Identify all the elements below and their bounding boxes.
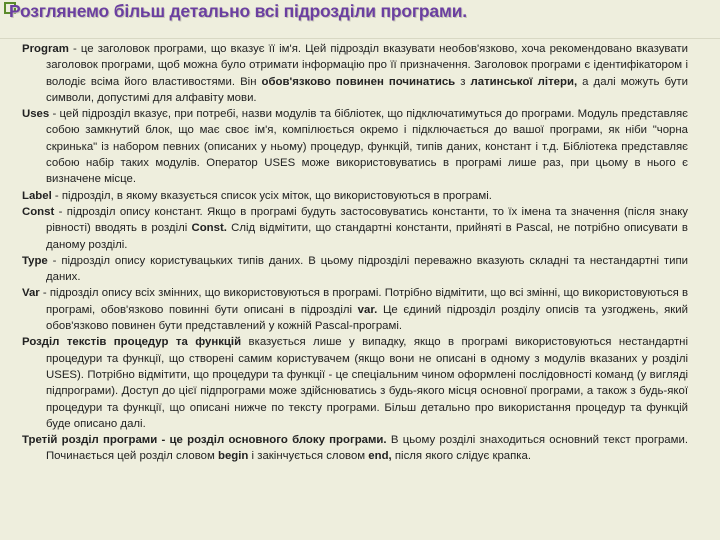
bold-text: end, bbox=[368, 450, 392, 463]
section-paragraph bbox=[22, 253, 688, 286]
section-paragraph bbox=[22, 285, 688, 334]
section-term: Type bbox=[22, 254, 48, 267]
section-text: - підрозділ опису користувацьких типів даних. В цьому підрозділі переважно вказують складні та нестандартні типи даних. bbox=[46, 254, 688, 284]
section-text: після якого слідує крапка. bbox=[391, 450, 532, 463]
section-term: Var bbox=[22, 287, 40, 300]
section-text: - підрозділ опису всіх змінних, що використовуються в програмі. Потрібно відмітити, що всі змінні, що використовуються в програмі, обов'язково повинні бути описані в підрозділі bbox=[39, 287, 688, 316]
slide-title: Розглянемо більш детально всі підрозділи програми. bbox=[9, 1, 467, 21]
section-term: Program bbox=[22, 43, 69, 55]
section-term: Третій розділ програми - це розділ основного блоку програми. bbox=[22, 434, 387, 447]
section-paragraph bbox=[22, 188, 688, 204]
bold-text: обов'язково повинен починатись bbox=[261, 75, 456, 88]
section-text: В цьому розділі знаходиться основний текст програми. Починається цей розділ словом bbox=[46, 434, 689, 463]
title-divider bbox=[0, 38, 720, 39]
section-paragraph bbox=[22, 41, 688, 106]
section-text: Це єдиний підрозділ розділу описів та узгоджень, який обов'язково повинен бути представлений у кожній Pascal-програмі. bbox=[46, 303, 688, 333]
section-text: вказується лише у випадку, якщо в програмі використовуються нестандартні процедури та функції, що створені самим користувачем (якщо вони не описані в одному з модулів вказаних у розділі USES). Потрібно відмітити, що процедури та функції - це спеціальним чином оформлені послідовності команд (у вигляді підпрограми). Доступ до цієї підпрограми може здійснюватись з будь-якого місця основної програми, а також з будь-якої процедури та функції, що описані нижче по тексту програми. Більш детально про використання процедур та функцій буде описано далі. bbox=[46, 336, 689, 430]
section-term: Розділ текстів процедур та функцій bbox=[22, 336, 242, 349]
section-term: Uses bbox=[22, 108, 50, 121]
section-text: - підрозділ, в якому вказується список усіх міток, що використовуються в програмі. bbox=[51, 189, 492, 202]
title-bar bbox=[0, 0, 720, 40]
section-text: - цей підрозділ вказує, при потребі, назви модулів та бібліотек, що підключатимуться до програми. Модуль представляє собою замкнутий блок, що має своє ім'я, компілюється окремо і підключається до вашої програми, як ніби "чорна скринька" із набором певних (описаних у ньому) процедур, функцій, типів даних, констант і т.д. Бібліотека представляє собою набір таких модулів. Оператор USES може використовуватись в програмі лише раз, при цьому в нього є визначене місце. bbox=[46, 108, 688, 186]
section-paragraph bbox=[22, 204, 688, 253]
slide-body bbox=[22, 41, 688, 465]
section-paragraph bbox=[22, 106, 688, 187]
section-text: і закінчується словом bbox=[248, 450, 369, 463]
section-text: з bbox=[455, 75, 471, 88]
section-text: - підрозділ опису констант. Якщо в програмі будуть застосовуватись константи, то їх імена та значення (після знаку рівності) вводять в розділі bbox=[46, 205, 688, 235]
bold-text: латинської літери, bbox=[470, 75, 578, 88]
section-text: а далі можуть бути символи, допустимі для алфавіту мови. bbox=[46, 75, 689, 104]
section-term: Label bbox=[22, 189, 52, 202]
section-text: - це заголовок програми, що вказує її ім'я. Цей підрозділ вказувати необов'язково, хоча рекомендовано вказувати заголовок програми, щоб можна було отримати інформацію про її призначення. Заголовок програми є ідентифікатором і володіє всіма його властивостями. Він bbox=[46, 43, 688, 88]
section-text: Слід відмітити, що стандартні константи, прийняті в Pascal, не потрібно описувати в даному розділі. bbox=[46, 222, 688, 251]
section-paragraph bbox=[22, 432, 688, 465]
bold-text: Const. bbox=[191, 222, 227, 235]
section-paragraph bbox=[22, 334, 688, 432]
bold-text: var. bbox=[357, 303, 378, 316]
bold-text: begin bbox=[218, 450, 249, 463]
section-term: Const bbox=[22, 205, 55, 218]
